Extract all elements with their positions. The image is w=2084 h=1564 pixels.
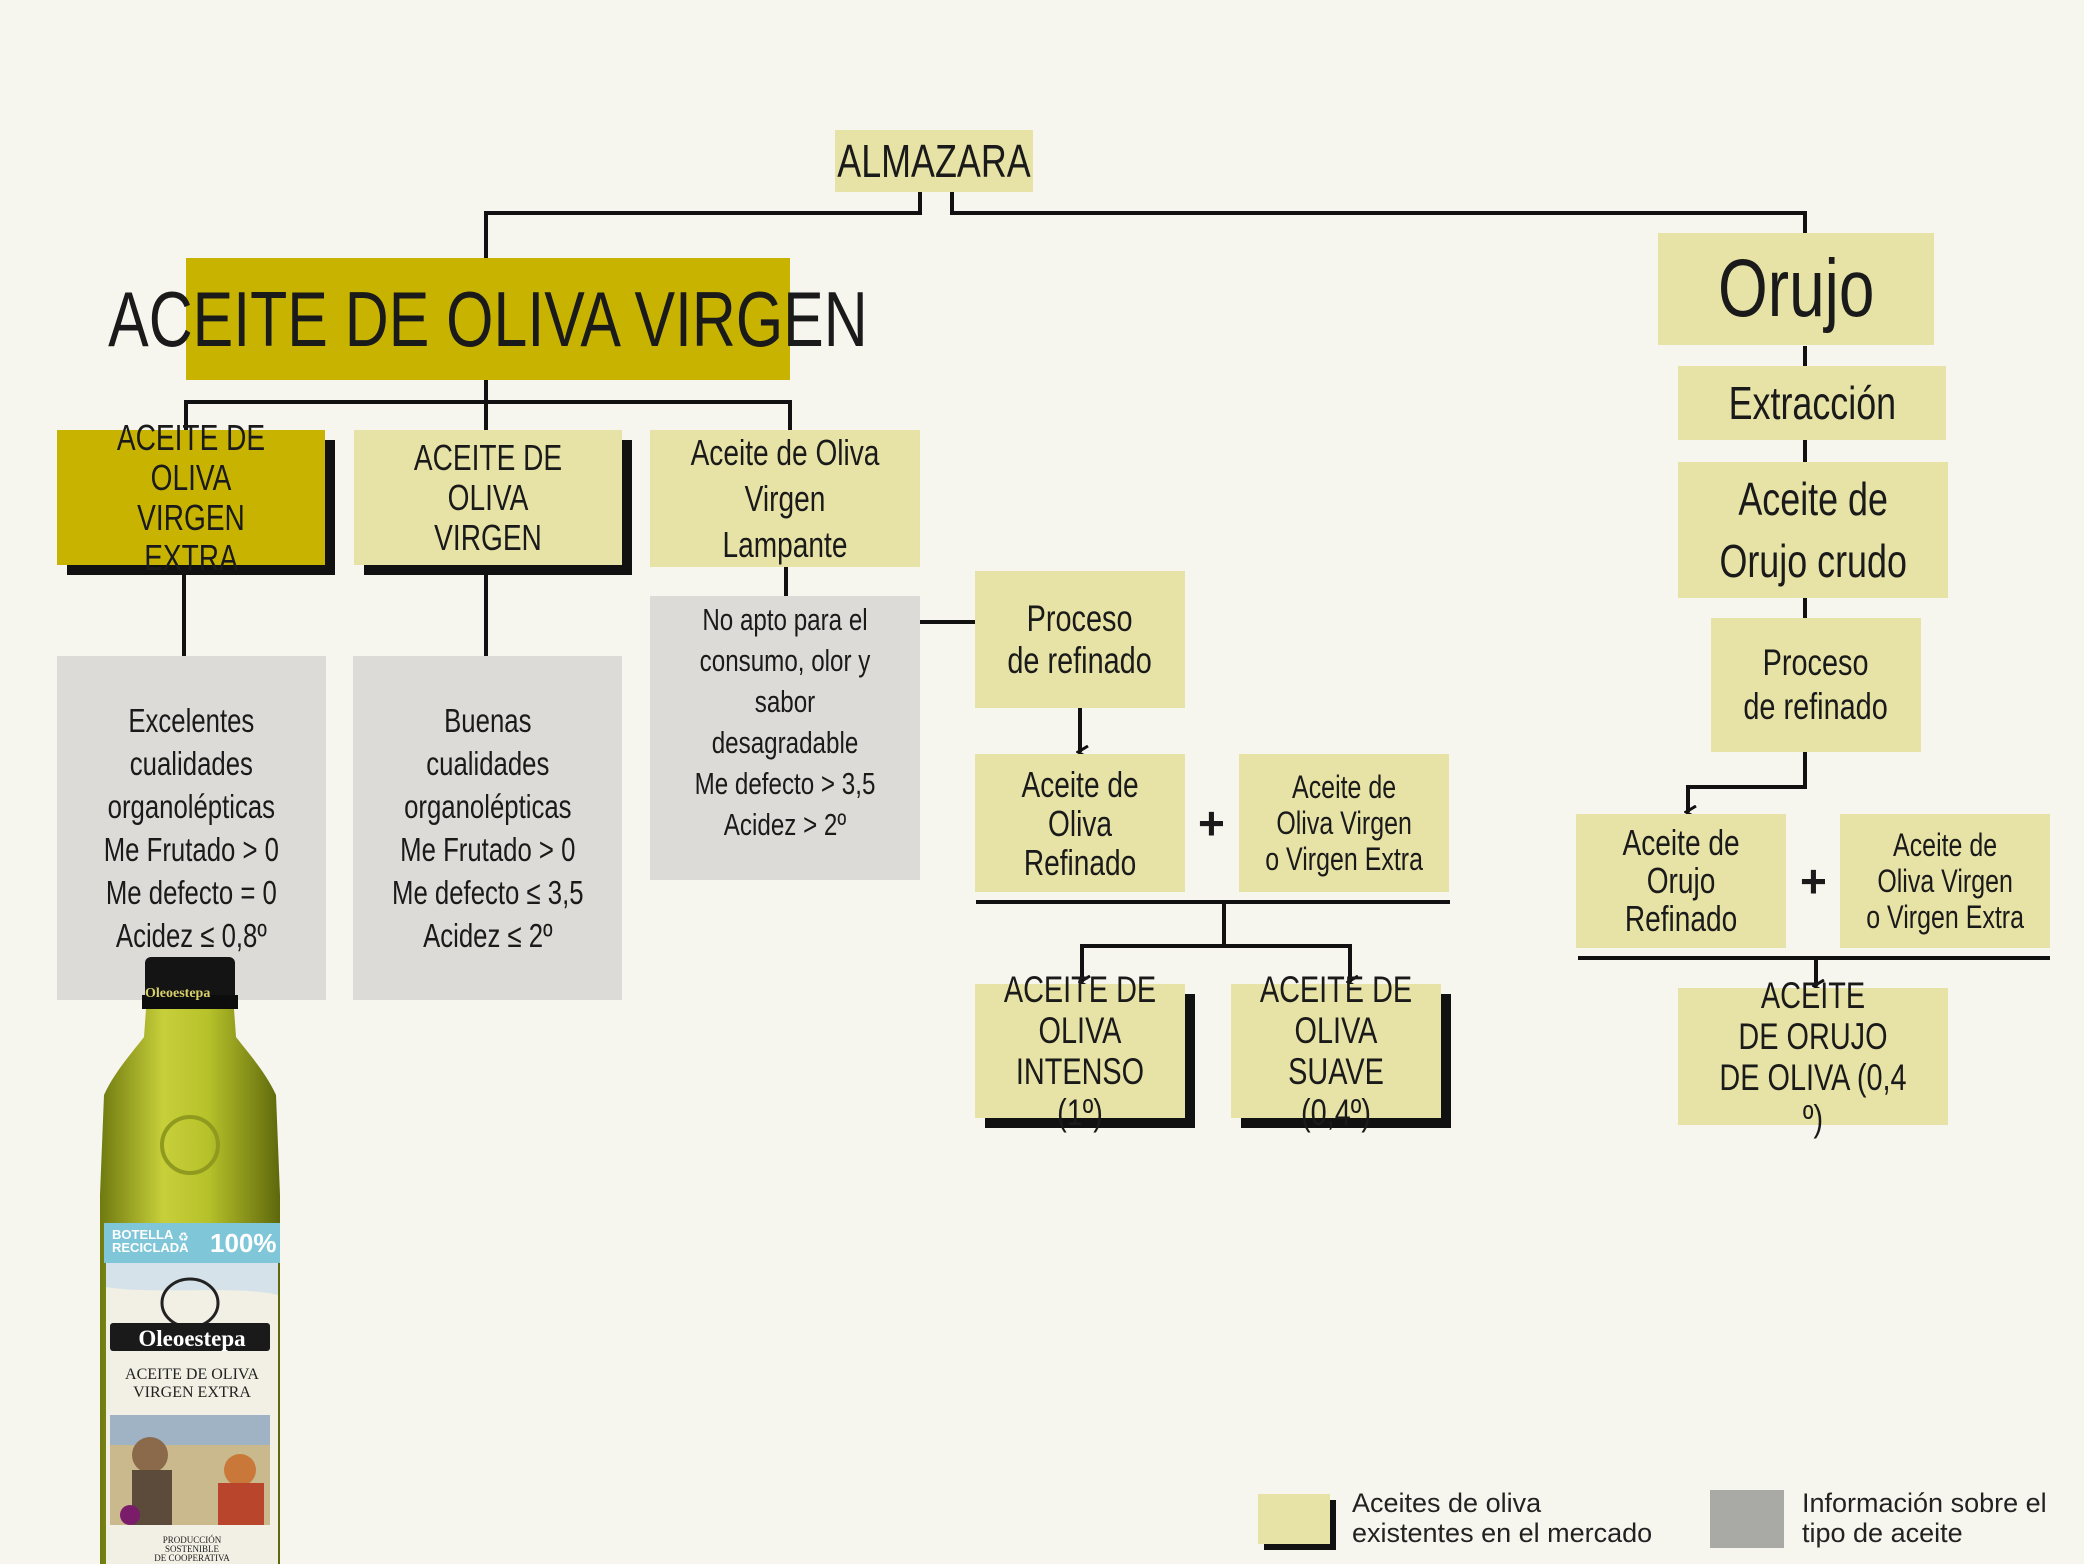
- info-line: organolépticas: [403, 788, 572, 825]
- type-lampante-title: Aceite de Oliva: [690, 431, 880, 473]
- proceso-label: de refinado: [1743, 686, 1889, 727]
- info-lampante-box: [650, 596, 920, 880]
- bottle-footer-line: DE COOPERATIVA: [154, 1553, 230, 1563]
- virgen-main-label: ACEITE DE OLIVA VIRGEN: [108, 274, 868, 363]
- refinado-label: Orujo: [1646, 860, 1716, 901]
- refinado-label: Aceite de: [1021, 763, 1139, 805]
- bottle-product-line: VIRGEN EXTRA: [133, 1384, 251, 1401]
- info-line: Me defecto = 0: [105, 874, 277, 911]
- plus-sign: +: [1198, 797, 1225, 849]
- bottle-footer-label: [106, 1536, 278, 1563]
- type-lampante-title: Virgen Lampante: [722, 477, 848, 565]
- bottle-recycled-line: BOTELLA: [112, 1227, 174, 1242]
- mix-label: Oliva Virgen: [1877, 863, 2013, 899]
- virgen-main-box: [108, 258, 868, 380]
- oil-bottle-image: [90, 955, 290, 1564]
- bottle-recycled-line: RECICLADA: [112, 1240, 189, 1255]
- type-virgen-title: ACEITE DE OLIVA: [413, 436, 563, 518]
- mix-label: Aceite de: [1291, 769, 1397, 805]
- refinado-label: Aceite de: [1622, 822, 1740, 863]
- bottle-footer-line: SOSTENIBLE: [165, 1544, 219, 1554]
- bottle-recycled-pct: 100%: [210, 1228, 277, 1258]
- plus-sign: +: [1800, 855, 1827, 907]
- proceso-label: de refinado: [1007, 639, 1153, 681]
- proceso-label: Proceso: [1763, 642, 1869, 683]
- info-extra-box: [57, 656, 326, 1000]
- legend-info-text: [1802, 1488, 2047, 1548]
- legend-market-swatch: [1258, 1494, 1330, 1544]
- legend-info-line: Información sobre el: [1802, 1488, 2047, 1518]
- bottle-footer-line: PRODUCCIÓN: [162, 1535, 222, 1545]
- suave-label: OLIVA: [1294, 1010, 1378, 1051]
- intenso-label: INTENSO (1º): [1015, 1051, 1145, 1133]
- type-extra-title: ACEITE DE OLIVA: [116, 416, 266, 498]
- info-line: desagradable: [711, 725, 859, 760]
- suave-label: SUAVE (0,4º): [1288, 1051, 1384, 1133]
- bottle-cap-brand: Oleoestepa: [145, 986, 211, 1001]
- oliva-virgen-mix-box: [1239, 754, 1449, 892]
- orujo-proceso-box: [1711, 618, 1921, 752]
- recycle-icon: ♻: [178, 1230, 189, 1244]
- refinado-label: Oliva: [1047, 802, 1112, 844]
- info-line: Buenas: [443, 702, 532, 739]
- orujo-title: Orujo: [1717, 243, 1875, 334]
- type-extra-box: [57, 416, 325, 578]
- info-line: Acidez ≤ 0,8º: [116, 917, 267, 954]
- orujo-final-label: DE OLIVA (0,4 º): [1719, 1056, 1907, 1139]
- info-line: Excelentes: [128, 702, 255, 739]
- intenso-label: OLIVA: [1038, 1010, 1122, 1051]
- legend-market-line: existentes en el mercado: [1352, 1518, 1653, 1548]
- type-lampante-box: [650, 430, 920, 567]
- info-virgen-box: [353, 656, 622, 1000]
- bottle-product-label: [106, 1366, 278, 1402]
- type-virgen-title: VIRGEN: [434, 516, 542, 558]
- aceite-orujo-final-box: [1678, 974, 1948, 1139]
- line-almazara-virgen: [486, 190, 920, 258]
- legend-market-line: Aceites de oliva: [1352, 1488, 1542, 1518]
- intenso-label: ACEITE DE: [1003, 969, 1157, 1010]
- type-extra-title: VIRGEN EXTRA: [137, 496, 245, 578]
- info-line: organolépticas: [107, 788, 276, 825]
- legend-info-swatch: [1710, 1490, 1784, 1548]
- bottle-brand: Oleoestepa: [138, 1326, 246, 1351]
- info-line: Me Frutado > 0: [399, 831, 576, 868]
- info-line: Acidez > 2º: [723, 807, 847, 842]
- mix-label: Oliva Virgen: [1276, 805, 1412, 841]
- aceite-intenso-box: [975, 969, 1185, 1133]
- orujo-refinado-box: [1576, 814, 1786, 948]
- lampante-proceso-box: [975, 571, 1185, 708]
- aceite-suave-box: [1231, 969, 1441, 1133]
- crudo-label: Aceite de: [1738, 473, 1888, 525]
- orujo-box: [1658, 233, 1934, 345]
- mix-label: Aceite de: [1892, 827, 1998, 863]
- info-line: cualidades: [425, 745, 550, 782]
- info-line: No apto para el: [702, 602, 868, 637]
- orujo-crudo-box: [1678, 462, 1948, 598]
- extraccion-label: Extracción: [1728, 377, 1896, 429]
- type-virgen-box: [354, 430, 622, 565]
- legend-info-line: tipo de aceite: [1802, 1518, 1963, 1548]
- almazara-label: ALMAZARA: [837, 135, 1031, 187]
- info-line: Me defecto > 3,5: [694, 766, 876, 801]
- info-line: Me Frutado > 0: [103, 831, 280, 868]
- proceso-label: Proceso: [1027, 597, 1133, 639]
- mix-label: o Virgen Extra: [1265, 841, 1423, 877]
- line-almazara-orujo: [952, 190, 1805, 233]
- legend-market-text: [1352, 1488, 1652, 1548]
- info-line: Acidez ≤ 2º: [422, 917, 553, 954]
- orujo-final-label: ACEITE: [1760, 974, 1866, 1016]
- extraccion-box: [1678, 366, 1946, 440]
- bottle-product-line: ACEITE DE OLIVA: [125, 1366, 259, 1383]
- refinado-label: Refinado: [1023, 841, 1137, 883]
- suave-label: ACEITE DE: [1259, 969, 1413, 1010]
- crudo-label: Orujo crudo: [1719, 535, 1907, 587]
- info-line: Me defecto ≤ 3,5: [391, 874, 584, 911]
- almazara-box: [835, 130, 1033, 192]
- orujo-virgen-mix-box: [1840, 814, 2050, 948]
- info-line: cualidades: [129, 745, 254, 782]
- oliva-refinado-box: [975, 754, 1185, 892]
- refinado-label: Refinado: [1624, 898, 1738, 939]
- orujo-final-label: DE ORUJO: [1738, 1015, 1888, 1057]
- mix-label: o Virgen Extra: [1866, 899, 2024, 935]
- info-line: consumo, olor y sabor: [699, 643, 871, 719]
